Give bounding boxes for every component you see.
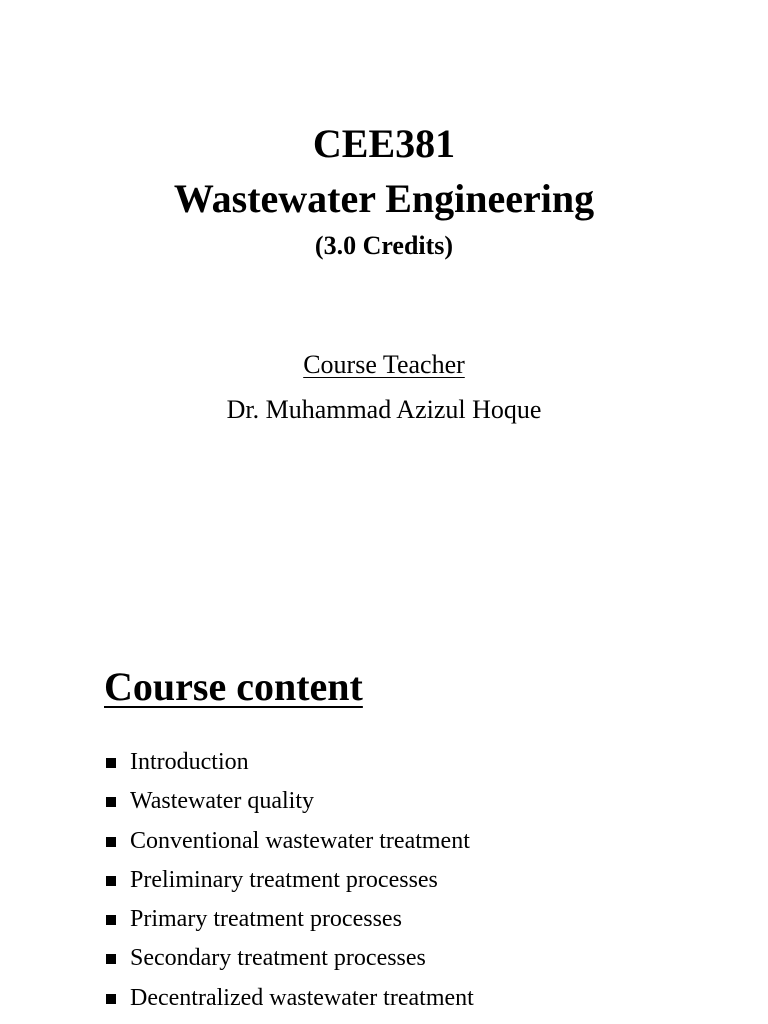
course-teacher-label-text: Course Teacher — [303, 350, 465, 379]
list-item-label: Decentralized wastewater treatment — [130, 984, 474, 1011]
course-title: Wastewater Engineering — [173, 176, 595, 221]
course-teacher-label — [0, 349, 768, 381]
square-bullet-icon — [106, 758, 116, 768]
course-code: CEE381 — [312, 121, 456, 166]
square-bullet-icon — [106, 954, 116, 964]
list-item-label: Conventional wastewater treatment — [130, 827, 470, 854]
list-item-label: Secondary treatment processes — [130, 945, 426, 972]
course-credits: (3.0 Credits) — [314, 231, 454, 260]
list-item-label: Introduction — [130, 749, 249, 775]
square-bullet-icon — [106, 797, 116, 807]
square-bullet-icon — [106, 837, 116, 847]
list-item-label: Primary treatment processes — [130, 906, 402, 933]
square-bullet-icon — [106, 876, 116, 886]
list-item-label: Preliminary treatment processes — [130, 866, 438, 893]
square-bullet-icon — [106, 994, 116, 1004]
course-teacher-name: Dr. Muhammad Azizul Hoque — [226, 395, 542, 424]
square-bullet-icon — [106, 915, 116, 925]
course-content-heading: Course content — [104, 664, 363, 709]
list-item-label: Wastewater quality — [130, 788, 314, 815]
